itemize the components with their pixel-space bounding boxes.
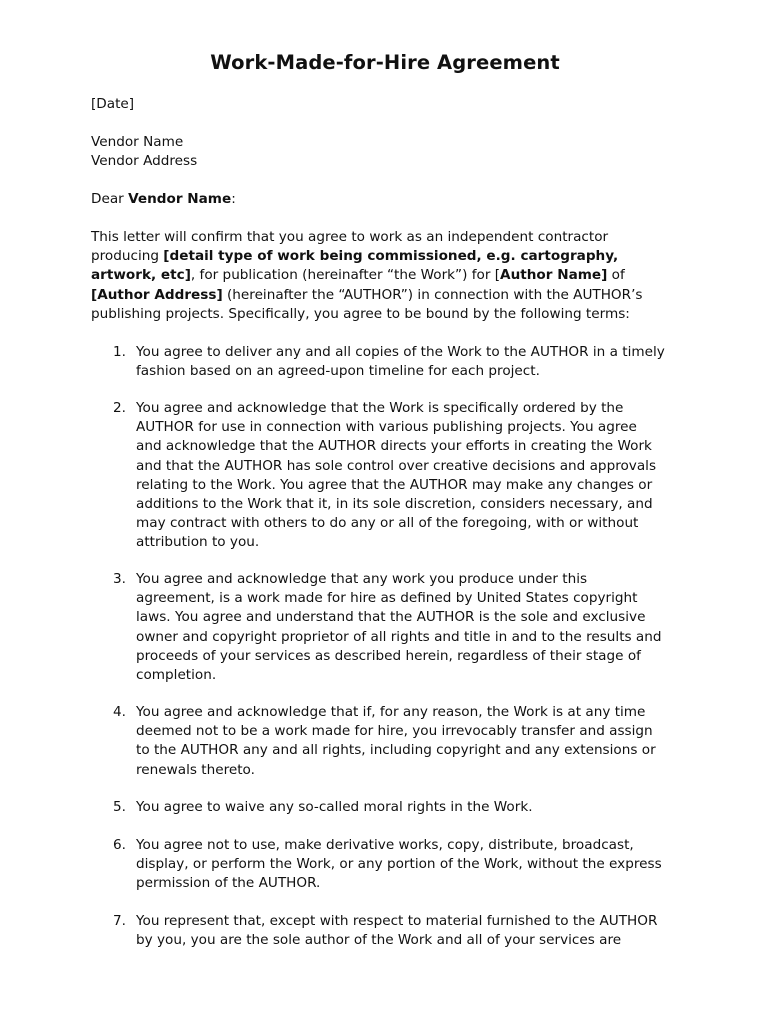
term-text — [136, 343, 665, 381]
term-text — [136, 703, 656, 780]
term-line: display, or perform the Work, or any portion of the Work, without the express — [136, 856, 662, 873]
term-line: completion. — [136, 667, 217, 684]
term-line: attribution to you. — [136, 534, 260, 551]
intro-line: This letter will confirm that you agree to work as an independent contractor — [91, 229, 609, 245]
term-line: You agree not to use, make derivative works, copy, distribute, broadcast, — [136, 837, 634, 853]
intro-text: producing — [91, 248, 164, 265]
date-line — [91, 95, 681, 114]
salutation-suffix: : — [231, 191, 236, 207]
intro-text: (hereinafter the “AUTHOR”) in connection with the AUTHOR’s — [222, 286, 643, 303]
intro-line — [91, 247, 681, 266]
salutation-prefix: Dear — [91, 191, 129, 207]
intro-line — [91, 286, 681, 305]
term-number: 2. — [113, 400, 126, 416]
intro-paragraph — [91, 228, 681, 324]
term-number: 3. — [113, 571, 126, 587]
salutation-name: Vendor Name — [128, 191, 232, 207]
term-line: fashion based on an agreed-upon timeline for each project. — [136, 363, 540, 380]
term-number: 7. — [113, 913, 126, 929]
intro-line: publishing projects. Specifically, you agree to be bound by the following terms: — [91, 305, 630, 322]
term-number: 1. — [113, 344, 126, 360]
author-address-placeholder: [Author Address] — [91, 286, 223, 303]
term-number: 4. — [113, 704, 126, 720]
term-text — [136, 912, 657, 950]
salutation — [91, 190, 681, 209]
term-number: 5. — [113, 799, 126, 815]
term-line: You agree and acknowledge that the Work is specifically ordered by the — [136, 400, 624, 416]
vendor-address: Vendor Address — [91, 153, 198, 170]
term-text — [136, 798, 533, 817]
term-line: You represent that, except with respect to material furnished to the AUTHOR — [136, 913, 658, 929]
term-line: permission of the AUTHOR. — [136, 875, 321, 892]
term-line: agreement, is a work made for hire as defined by United States copyright — [136, 590, 638, 607]
intro-line — [91, 266, 681, 285]
term-line: You agree to waive any so-called moral rights in the Work. — [136, 799, 533, 815]
term-text — [136, 836, 662, 894]
work-type-placeholder: [detail type of work being commissioned, e.g. cartography, — [163, 248, 619, 265]
vendor-name: Vendor Name — [91, 134, 184, 150]
term-number: 6. — [113, 837, 126, 853]
author-name-placeholder: Author Name] — [500, 267, 608, 284]
term-text — [136, 570, 662, 685]
term-line: renewals thereto. — [136, 761, 255, 778]
term-line: deemed not to be a work made for hire, you irrevocably transfer and assign — [136, 723, 653, 740]
term-line: by you, you are the sole author of the Work and all of your services are — [136, 932, 622, 949]
term-line: relating to the Work. You agree that the AUTHOR may make any changes or — [136, 476, 653, 493]
term-line: AUTHOR for use in connection with various publishing projects. You agree — [136, 419, 637, 436]
term-line: and that the AUTHOR has sole control over creative decisions and approvals — [136, 457, 657, 474]
term-line: to the AUTHOR any and all rights, including copyright and any extensions or — [136, 742, 656, 759]
date-placeholder: [Date] — [91, 96, 135, 112]
term-line: may contract with others to do any or all of the foregoing, with or without — [136, 515, 639, 532]
work-type-placeholder-cont: artwork, etc] — [91, 267, 191, 284]
term-line: You agree and acknowledge that if, for any reason, the Work is at any time — [136, 704, 646, 720]
term-line: You agree and acknowledge that any work you produce under this — [136, 571, 588, 587]
term-text — [136, 399, 656, 553]
term-line: and acknowledge that the AUTHOR directs your efforts in creating the Work — [136, 438, 652, 455]
term-line: laws. You agree and understand that the AUTHOR is the sole and exclusive — [136, 609, 646, 626]
document-title: Work-Made-for-Hire Agreement — [210, 51, 560, 74]
vendor-block — [91, 133, 681, 171]
term-line: additions to the Work that it, in its sole discretion, considers necessary, and — [136, 496, 653, 513]
term-line: owner and copyright proprietor of all rights and title in and to the results and — [136, 628, 662, 645]
term-line: You agree to deliver any and all copies of the Work to the AUTHOR in a timely — [136, 344, 665, 360]
intro-text: , for publication (hereinafter “the Work”) for [ — [190, 267, 501, 284]
intro-text: of — [607, 267, 625, 284]
term-line: proceeds of your services as described herein, regardless of their stage of — [136, 647, 641, 664]
